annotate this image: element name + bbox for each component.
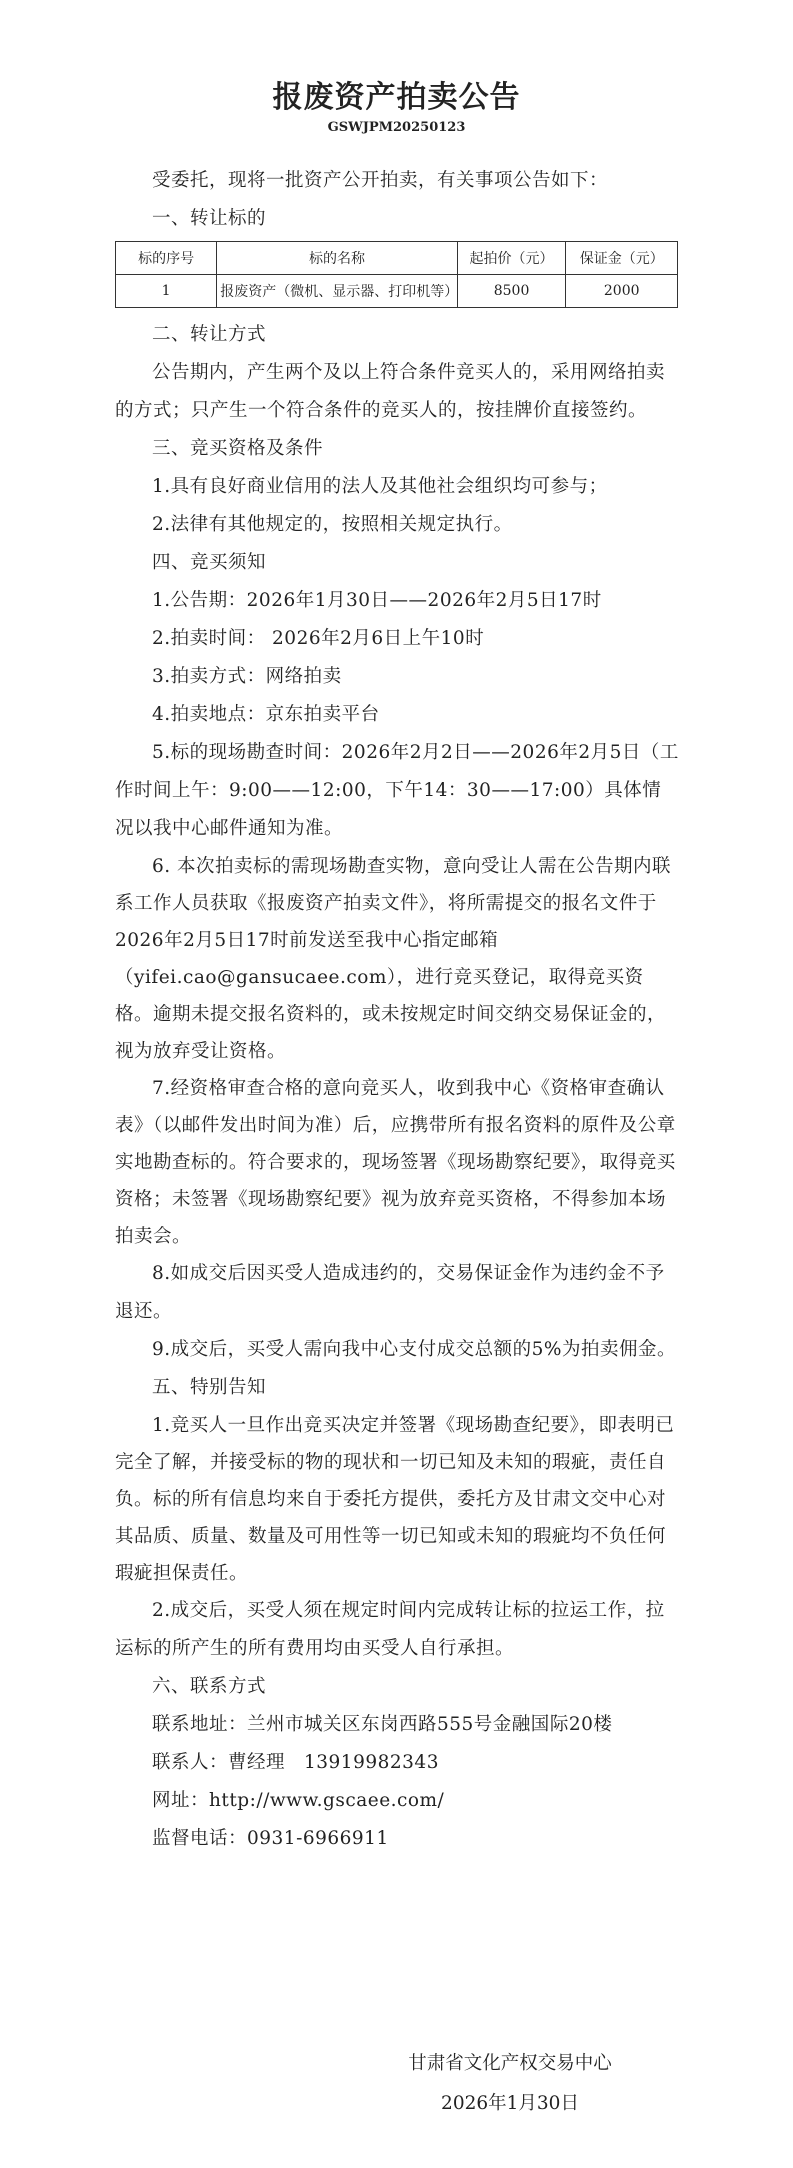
section-2-paragraph: 公告期内，产生两个及以上符合条件竞买人的，采用网络拍卖的方式；只产生一个符合条件的竞买人的，按挂牌价直接签约。	[115, 362, 666, 421]
contact-website: 网址：http://www.gscaee.com/	[152, 1790, 445, 1811]
document-body	[115, 162, 680, 1858]
section-4-item: 4.拍卖地点：京东拍卖平台	[152, 704, 380, 725]
intro-paragraph: 受委托，现将一批资产公开拍卖，有关事项公告如下：	[152, 170, 609, 191]
section-4-item: 1.公告期：2026年1月30日——2026年2月5日17时	[152, 590, 602, 611]
table-header-cell: 起拍价（元）	[457, 242, 566, 275]
table-header-cell: 保证金（元）	[566, 242, 678, 275]
section-5-heading: 五、特别告知	[152, 1377, 267, 1398]
table-cell: 8500	[457, 275, 566, 308]
document-number: GSWJPM20250123	[327, 120, 466, 135]
section-4-item: 9.成交后，买受人需向我中心支付成交总额的5%为拍卖佣金。	[152, 1339, 677, 1360]
section-4-item: 3.拍卖方式：网络拍卖	[152, 666, 342, 687]
section-5-item: 2.成交后，买受人须在规定时间内完成转让标的拉运工作，拉运标的所产生的所有费用均由买受人自行承担。	[115, 1600, 665, 1659]
contact-person: 联系人：曹经理 13919982343	[152, 1752, 439, 1773]
signature-date: 2026年1月30日	[441, 2093, 579, 2114]
table-header-cell: 标的序号	[116, 242, 217, 275]
section-4-heading: 四、竞买须知	[152, 552, 267, 573]
section-5-item: 1.竞买人一旦作出竞买决定并签署《现场勘查纪要》，即表明已完全了解，并接受标的物的现状和一切已知及未知的瑕疵，责任自负。标的所有信息均来自于委托方提供，委托方及甘肃文交中心对其品质、质量、数量及可用性等一切已知或未知的瑕疵均不负任何瑕疵担保责任。	[115, 1415, 675, 1584]
section-4-item: 6. 本次拍卖标的需现场勘查实物，意向受让人需在公告期内联系工作人员获取《报废资产拍卖文件》，将所需提交的报名文件于2026年2月5日17时前发送至我中心指定邮箱（yifei.cao@gansucaee.com），进行竞买登记，取得竞买资格。逾期未提交报名资料的，或未按规定时间交纳交易保证金的，视为放弃受让资格。	[115, 856, 672, 1062]
table-header-row	[116, 242, 678, 275]
section-3-item: 1.具有良好商业信用的法人及其他社会组织均可参与；	[152, 476, 608, 497]
table-row	[116, 275, 678, 308]
section-2-heading: 二、转让方式	[152, 324, 267, 345]
signature-block	[395, 2044, 625, 2124]
section-4-item: 5.标的现场勘查时间：2026年2月2日——2026年2月5日（工作时间上午：9:00——12:00，下午14：30——17:00）具体情况以我中心邮件通知为准。	[115, 742, 679, 839]
auction-items-table	[115, 241, 678, 308]
section-6-heading: 六、联系方式	[152, 1676, 267, 1697]
contact-address: 联系地址：兰州市城关区东岗西路555号金融国际20楼	[152, 1714, 613, 1735]
section-4-item: 8.如成交后因买受人造成违约的，交易保证金作为违约金不予退还。	[115, 1263, 665, 1322]
table-cell: 1	[116, 275, 217, 308]
section-4-item: 2.拍卖时间： 2026年2月6日上午10时	[152, 628, 485, 649]
section-3-heading: 三、竞买资格及条件	[152, 438, 324, 459]
signature-org: 甘肃省文化产权交易中心	[408, 2053, 612, 2074]
supervision-phone: 监督电话：0931-6966911	[152, 1828, 389, 1849]
section-1-heading: 一、转让标的	[152, 208, 267, 229]
section-3-item: 2.法律有其他规定的，按照相关规定执行。	[152, 514, 513, 535]
table-cell: 2000	[566, 275, 678, 308]
table-header-cell: 标的名称	[217, 242, 457, 275]
document-title: 报废资产拍卖公告	[272, 80, 521, 115]
table-cell: 报废资产（微机、显示器、打印机等）	[217, 275, 457, 308]
section-4-item: 7.经资格审查合格的意向竞买人，收到我中心《资格审查确认表》（以邮件发出时间为准）后，应携带所有报名资料的原件及公章实地勘查标的。符合要求的，现场签署《现场勘察纪要》，取得竞买资格；未签署《现场勘察纪要》视为放弃竞买资格，不得参加本场拍卖会。	[115, 1078, 676, 1247]
